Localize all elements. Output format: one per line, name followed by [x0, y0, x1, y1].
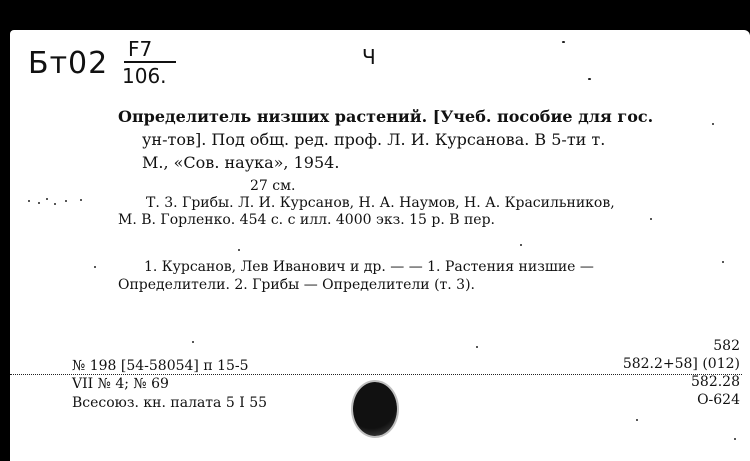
- scan-speck: [65, 200, 67, 202]
- scan-speck: [46, 198, 48, 200]
- scan-speck: [192, 341, 194, 343]
- handwritten-mark: Ч: [362, 45, 376, 69]
- footer-left-line-1: № 198 [54-58054] п 15-5: [72, 358, 249, 374]
- scan-speck: [520, 244, 522, 246]
- footer-right-line-1: 582: [713, 338, 740, 354]
- entry-volume-line-2: М. В. Горленко. 454 с. с илл. 4000 экз. 15 р. В пер.: [118, 212, 495, 228]
- scan-speck: [712, 123, 714, 125]
- scan-speck: [650, 218, 652, 220]
- entry-subject-line-2: Определители. 2. Грибы — Определители (т. 3).: [118, 277, 475, 293]
- footer-right-line-3: 582.28: [691, 374, 740, 390]
- entry-size: 27 см.: [250, 178, 296, 194]
- handwritten-call-number: Бт02: [28, 46, 109, 81]
- entry-title-line-3: М., «Сов. наука», 1954.: [142, 153, 340, 172]
- scan-speck: [238, 249, 240, 251]
- footer-right-line-2: 582.2+58] (012): [622, 356, 740, 372]
- handwritten-fraction-top: F7: [128, 37, 153, 61]
- scan-speck: [28, 200, 30, 202]
- footer-left-line-3: Всесоюз. кн. палата 5 I 55: [72, 395, 268, 411]
- scan-speck: [636, 419, 638, 421]
- footer-left-line-2: VII № 4; № 69: [72, 376, 169, 392]
- scan-speck: [562, 41, 565, 43]
- entry-subject-line-1: 1. Курсанов, Лев Иванович и др. — — 1. Растения низшие —: [144, 259, 594, 275]
- catalog-card: [10, 30, 750, 461]
- footer-rule-line-1: [10, 374, 742, 375]
- handwritten-fraction-bottom: 106.: [122, 64, 167, 88]
- scan-speck: [734, 438, 736, 440]
- scan-speck: [722, 261, 724, 263]
- scan-speck: [588, 78, 591, 80]
- footer-right-line-4: О-624: [697, 392, 740, 408]
- punch-hole: [353, 382, 397, 436]
- entry-volume-line-1: Т. 3. Грибы. Л. И. Курсанов, Н. А. Наумов, Н. А. Красильников,: [146, 195, 615, 211]
- scan-speck: [80, 199, 82, 201]
- handwritten-fraction-bar: [124, 61, 176, 63]
- scan-speck: [476, 346, 478, 348]
- scan-speck: [94, 266, 96, 268]
- entry-title-line-2: ун-тов]. Под общ. ред. проф. Л. И. Курсанова. В 5-ти т.: [142, 130, 606, 149]
- scan-speck: [38, 202, 40, 204]
- scan-speck: [54, 203, 56, 205]
- entry-title-line-1: Определитель низших растений. [Учеб. пособие для гос.: [118, 107, 654, 126]
